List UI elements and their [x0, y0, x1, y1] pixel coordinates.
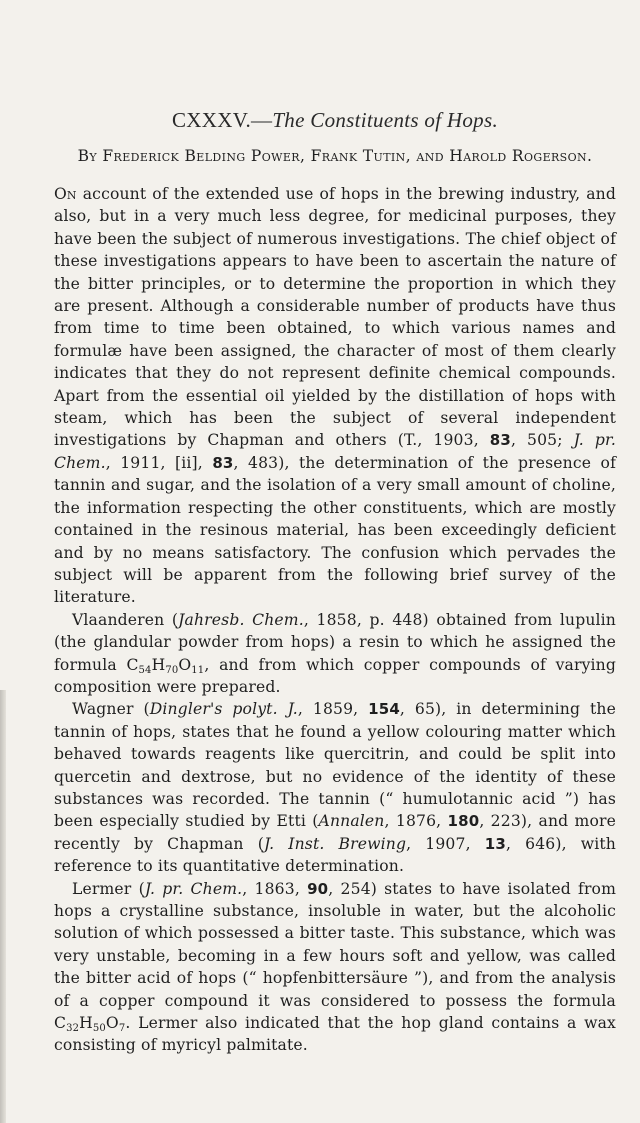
volume-number: 13 — [484, 834, 506, 853]
text-run: Vlaanderen ( — [72, 610, 179, 629]
formula-element: H — [151, 655, 166, 674]
paper-page — [54, 108, 616, 1057]
text-run: , 1858, p. 448) obtained from lupulin (the glandular powder from hops) a resin to which he assigned the formula C — [54, 610, 617, 674]
text-run: Lermer ( — [72, 879, 145, 898]
text-run: , 223), and more recently by Chapman ( — [54, 812, 617, 853]
formula-subscript: 11 — [191, 664, 205, 676]
page-edge-shadow — [0, 690, 6, 1123]
volume-number: 90 — [307, 879, 329, 898]
formula-element: O — [105, 1014, 119, 1033]
text-run: , 1907, — [406, 834, 485, 853]
volume-number: 180 — [447, 812, 480, 831]
text-run: , 505; — [510, 431, 574, 450]
formula-element: O — [178, 655, 192, 674]
text-run: , and from which copper compounds of varying composition were prepared. — [54, 655, 617, 696]
author-line: By Frederick Belding Power, Frank Tutin, and Harold Rogerson. — [77, 147, 593, 165]
text-run: Wagner ( — [72, 700, 150, 719]
journal-name: Dingler's polyt. J. — [149, 700, 298, 719]
journal-name: J. pr. Chem. — [54, 431, 616, 472]
formula-subscript: 70 — [165, 664, 179, 676]
paragraph-1 — [54, 183, 616, 609]
text-run: , 1859, — [297, 700, 369, 719]
journal-name: J. Inst. Brewing — [263, 834, 407, 853]
text-run: , 1911, [ii], — [105, 453, 213, 472]
text-run: , 1876, — [384, 812, 448, 831]
paragraph-3 — [54, 698, 616, 877]
text-run: , 646), with reference to its quantitative determination. — [54, 834, 617, 876]
formula-subscript: 32 — [66, 1023, 80, 1035]
formula-subscript: 54 — [138, 664, 152, 676]
volume-number: 83 — [489, 431, 511, 450]
text-run: , 254) states to have isolated from hops a crystalline substance, insoluble in water, but the alcoholic solution of which possessed a bitter taste. This substance, which was very unstable, becoming in a few hours soft and yellow, was called the bitter acid of hops (“ hopfenbittersäure ”), and from the analysis of a copper compound it was considered to possess the formula C — [54, 879, 617, 1033]
volume-number: 83 — [212, 453, 234, 472]
volume-number: 154 — [368, 700, 400, 719]
text-run: , 65), in determining the tannin of hops, states that he found a yellow colouring matter which behaved towards reagents like quercitrin, and could be split into quercetin and dextrose, but no evidence of the identity of these substances was recorded. The tannin (“ humulotannic acid ”) has been especially studied by Etti ( — [54, 700, 616, 831]
formula-element: H — [79, 1014, 93, 1033]
text-run: , 1863, — [242, 879, 308, 898]
article-title-text: The Constituents of Hops. — [272, 108, 498, 132]
text-run: account of the extended use of hops in the brewing industry, and also, but in a very much less degree, for medicinal purposes, they have been the subject of numerous investigations. The chief object of these investigations appears to have been to ascertain the nature of the bitter principles, or to determine the proportion in which they are present. Although a considerable number of products have thus from time to time been obtained, to which various names and formulæ have been assigned, the character of most of them clearly indicates that they do not represent definite chemical compounds. Apart from the essential oil yielded by the distillation of hops with steam, which has been the subject of several independent investigations by Chapman and others (T., 1903, — [54, 185, 616, 450]
journal-name: J. pr. Chem. — [144, 879, 243, 898]
journal-name: Jahresb. Chem. — [178, 610, 304, 629]
lead-word: On — [54, 185, 77, 203]
formula-subscript: 7 — [118, 1023, 126, 1035]
paragraph-4 — [54, 878, 616, 1057]
formula-subscript: 50 — [92, 1023, 106, 1035]
article-title — [54, 108, 616, 133]
text-run: , 483), the determination of the presence of tannin and sugar, and the isolation of a very small amount of choline, the information respecting the other constituents, which are mostly contained in the resinous material, has been exceedingly deficient and by no means satisfactory. The confusion which pervades the subject will be apparent from the following brief survey of the literature. — [54, 453, 616, 607]
journal-name: Annalen — [318, 812, 385, 831]
article-body — [54, 183, 616, 1057]
text-run: . Lermer also indicated that the hop gland contains a wax consisting of myricyl palmitate. — [54, 1014, 616, 1055]
article-number: CXXXV.— — [172, 108, 273, 132]
paragraph-2 — [54, 609, 616, 699]
